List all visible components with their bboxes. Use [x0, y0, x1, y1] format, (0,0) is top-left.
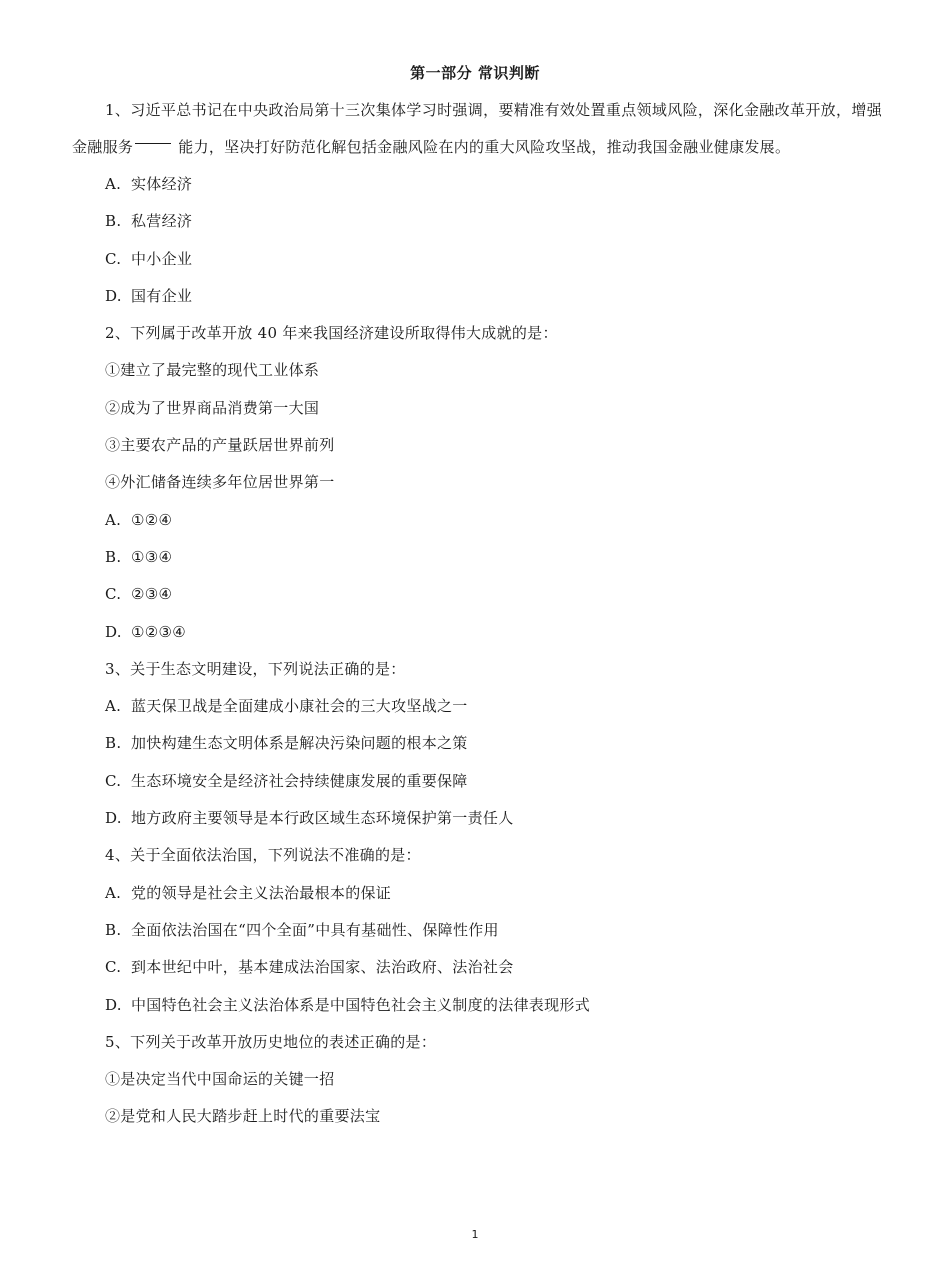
question-1-stem [72, 92, 882, 166]
q1-option-b: B. 私营经济 [105, 212, 193, 231]
q4-option-c: C. 到本世纪中叶，基本建成法治国家、法治政府、法治社会 [105, 958, 514, 977]
q1-stem-after-blank: 能力，坚决打好防范化解包括金融风险在内的重大风险攻坚战，推动我国金融业健康发展。 [178, 138, 791, 156]
q3-option-d: D. 地方政府主要领导是本行政区域生态环境保护第一责任人 [105, 809, 514, 828]
question-2-stem: 2、下列属于改革开放 40 年来我国经济建设所取得伟大成就的是： [105, 324, 558, 343]
q1-option-d: D. 国有企业 [105, 286, 193, 305]
q2-statement-1: ①建立了最完整的现代工业体系 [105, 361, 320, 380]
q1-option-a: A. 实体经济 [105, 175, 193, 193]
q3-option-b: B. 加快构建生态文明体系是解决污染问题的根本之策 [105, 734, 468, 753]
q4-option-a: A. 党的领导是社会主义法治最根本的保证 [105, 883, 392, 902]
page-number: 1 [471, 1228, 479, 1241]
question-3-stem: 3、关于生态文明建设，下列说法正确的是： [105, 659, 406, 678]
q3-option-c: C. 生态环境安全是经济社会持续健康发展的重要保障 [105, 771, 468, 790]
q2-statement-3: ③主要农产品的产量跃居世界前列 [105, 436, 335, 455]
question-list [72, 92, 882, 1136]
fill-in-blank [135, 129, 171, 144]
q5-statement-1: ①是决定当代中国命运的关键一招 [105, 1070, 335, 1089]
q2-statement-2: ②成为了世界商品消费第一大国 [105, 398, 320, 417]
q2-option-c: C. ②③④ [105, 585, 173, 604]
q5-statement-2: ②是党和人民大踏步赶上时代的重要法宝 [105, 1107, 381, 1126]
section-title: 第一部分 常识判断 [410, 64, 540, 82]
q4-option-b: B. 全面依法治国在“四个全面”中具有基础性、保障性作用 [105, 920, 499, 939]
q1-stem-before-blank: 1、习近平总书记在中央政治局第十三次集体学习时强调，要精准有效处置重点领域风险，深化金融改革开放，增强金融服务 [72, 101, 882, 156]
question-4-stem: 4、关于全面依法治国，下列说法不准确的是： [105, 846, 421, 865]
q2-option-b: B. ①③④ [105, 547, 173, 566]
q3-option-a: A. 蓝天保卫战是全面建成小康社会的三大攻坚战之一 [105, 697, 468, 716]
q2-option-d: D. ①②③④ [105, 622, 186, 641]
q1-option-c: C. 中小企业 [105, 249, 193, 268]
q2-statement-4: ④外汇储备连续多年位居世界第一 [105, 473, 335, 492]
q2-option-a: A. ①②④ [105, 510, 173, 529]
q4-option-d: D. 中国特色社会主义法治体系是中国特色社会主义制度的法律表现形式 [105, 995, 591, 1014]
question-5-stem: 5、下列关于改革开放历史地位的表述正确的是： [105, 1032, 437, 1051]
